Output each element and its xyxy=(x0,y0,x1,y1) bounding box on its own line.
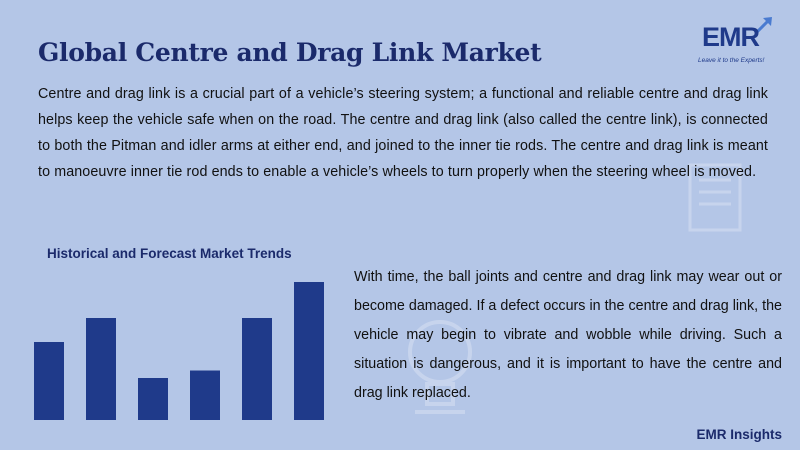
footer-label: EMR Insights xyxy=(696,427,782,442)
chart-bar-2 xyxy=(86,318,116,420)
chart-bar-1 xyxy=(34,342,64,420)
chart-bar-6 xyxy=(294,282,324,420)
chart-bar-4 xyxy=(190,371,220,421)
intro-paragraph: Centre and drag link is a crucial part of a vehicle’s steering system; a functional and reliable centre and drag link helps keep the vehicle safe when on the road. The centre and drag link (also called the centre link), is connected to both the Pitman and idler arms at either end, and joined to the inner tie rods. The centre and drag link is meant to manoeuvre inner tie rod ends to enable a vehicle’s wheels to turn properly when the steering wheel is moved. xyxy=(38,86,768,180)
chart-title: Historical and Forecast Market Trends xyxy=(47,246,292,261)
market-trends-bar-chart xyxy=(30,266,342,424)
chart-bar-3 xyxy=(138,378,168,420)
logo-tagline: Leave it to the Experts! xyxy=(698,57,765,64)
side-paragraph: With time, the ball joints and centre and drag link may wear out or become damaged. If a defect occurs in the centre and drag link, the vehicle may begin to vibrate and wobble while driving. Such a situation is dangerous, and it is important to have the centre and drag link replaced. xyxy=(354,269,782,401)
chart-bar-5 xyxy=(242,318,272,420)
page-title: Global Centre and Drag Link Market xyxy=(38,38,542,67)
logo-text: EMR xyxy=(702,22,759,52)
emr-logo xyxy=(690,14,782,70)
